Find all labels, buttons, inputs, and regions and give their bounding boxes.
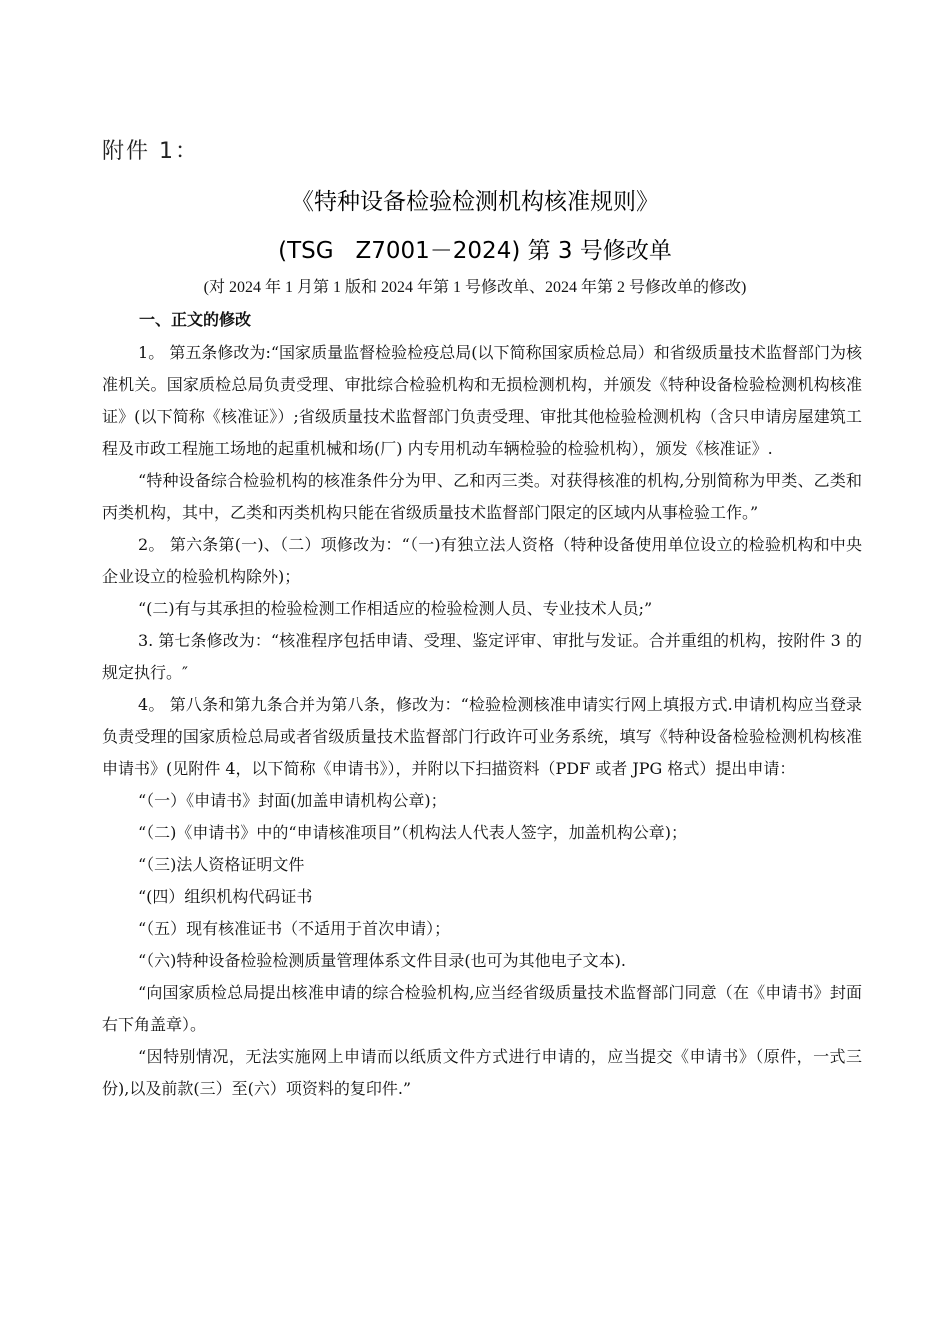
- paragraph: “特种设备综合检验机构的核准条件分为甲、乙和丙三类。对获得核准的机构,分别简称为甲类、乙类和丙类机构，其中，乙类和丙类机构只能在省级质量技术监督部门限定的区域内从事检验工作。”: [102, 471, 862, 522]
- section-heading: 一、正文的修改: [139, 310, 252, 329]
- paragraph: “(四）组织机构代码证书: [138, 887, 313, 906]
- paragraph: 1。 第五条修改为:“国家质量监督检验检疫总局(以下简称国家质检总局）和省级质量技术监督部门为核准机关。国家质检总局负责受理、审批综合检验机构和无损检测机构，并颁发《特种设备检验检测机构核准证》(以下简称《核准证》）;省级质量技术监督部门负责受理、审批其他检验检测机构（含只申请房屋建筑工程及市政工程施工场地的起重机械和场(厂) 内专用机动车辆检验的检验机构），颁发《核准证》.: [102, 343, 862, 458]
- paragraph: “(二)有与其承担的检验检测工作相适应的检验检测人员、专业技术人员;”: [138, 599, 653, 618]
- document-body: [102, 337, 862, 1105]
- paragraph: “（一）《申请书》封面(加盖申请机构公章)；: [138, 791, 447, 810]
- attachment-label: 附件 1：: [102, 139, 199, 164]
- paragraph: 2。 第六条第(一)、（二）项修改为：“（一)有独立法人资格（特种设备使用单位设立的检验机构和中央企业设立的检验机构除外)；: [102, 535, 862, 586]
- paragraph: “（二)《申请书》中的“申请核准项目”（机构法人代表人签字，加盖机构公章)；: [138, 823, 688, 842]
- document-title-code: (TSG Z7001－2024) 第 3 号修改单: [278, 238, 672, 264]
- paragraph: “因特别情况，无法实施网上申请而以纸质文件方式进行申请的，应当提交《申请书》（原件，一式三份),以及前款(三）至(六）项资料的复印件.”: [102, 1047, 862, 1098]
- paragraph: “向国家质检总局提出核准申请的综合检验机构,应当经省级质量技术监督部门同意（在《申请书》封面右下角盖章）。: [102, 983, 862, 1034]
- document-title: 《特种设备检验检测机构核准规则》: [291, 189, 659, 215]
- paragraph: 4。 第八条和第九条合并为第八条，修改为：“检验检测核准申请实行网上填报方式.申请机构应当登录负责受理的国家质检总局或者省级质量技术监督部门行政许可业务系统，填写《特种设备检验检测机构核准申请书》(见附件 4，以下简称《申请书》），并附以下扫描资料（PDF 或者 JPG 格式）提出申请：: [102, 695, 862, 778]
- paragraph: “（六)特种设备检验检测质量管理体系文件目录(也可为其他电子文本).: [138, 951, 626, 970]
- paragraph: “（三)法人资格证明文件: [138, 855, 305, 874]
- paragraph: “（五）现有核准证书（不适用于首次申请）；: [138, 919, 451, 938]
- paragraph: 3. 第七条修改为：“核准程序包括申请、受理、鉴定评审、审批与发证。合并重组的机构，按附件 3 的规定执行。″: [102, 631, 862, 682]
- document-subtitle: (对 2024 年 1 月第 1 版和 2024 年第 1 号修改单、2024 年第 2 号修改单的修改): [203, 279, 747, 296]
